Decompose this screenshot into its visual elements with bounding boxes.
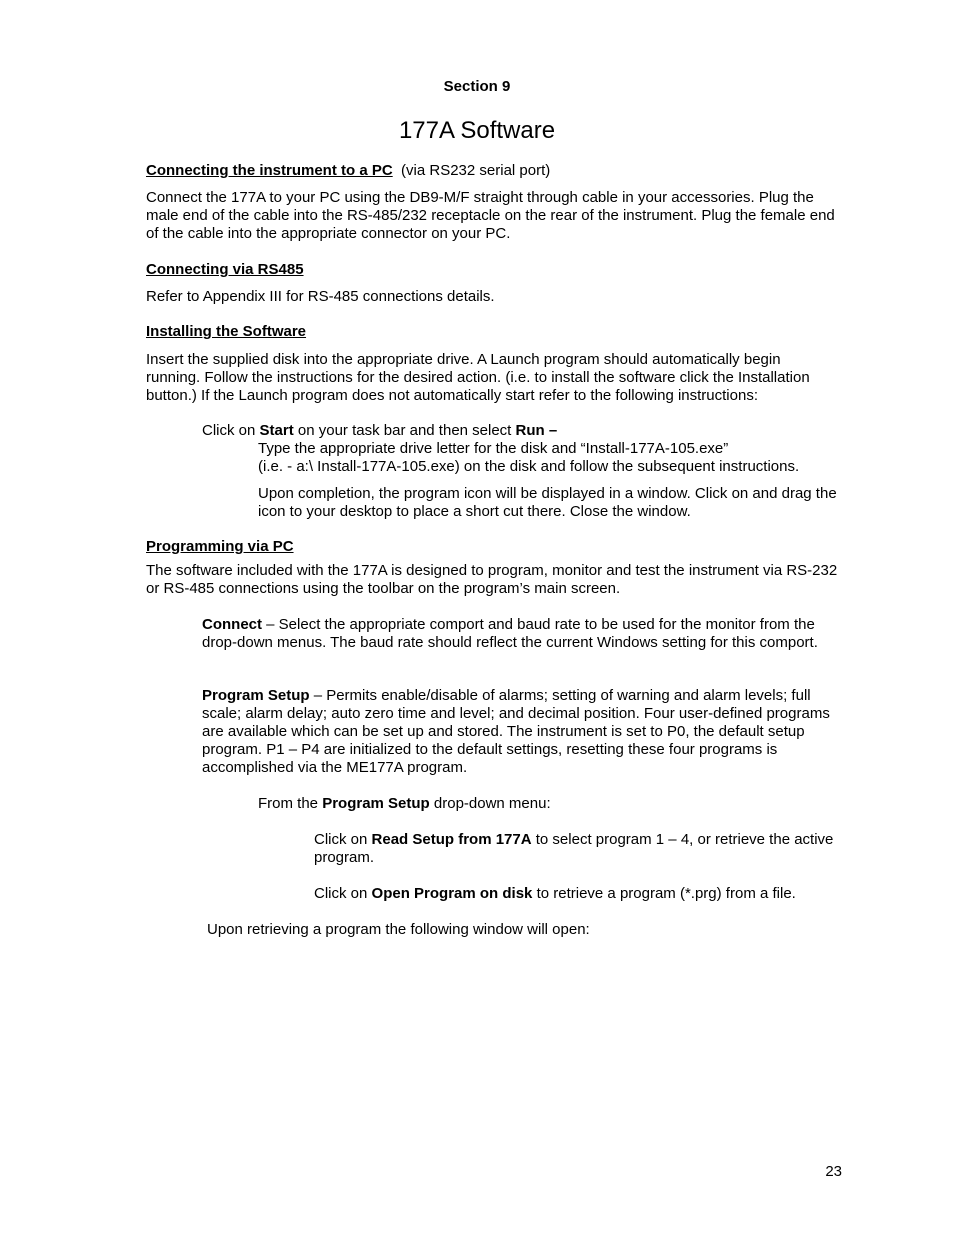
page-number: 23 (825, 1163, 842, 1180)
heading-connecting-rs485: Connecting via RS485 (146, 261, 304, 278)
heading-connecting-pc: Connecting the instrument to a PC (146, 162, 393, 179)
open-program-paragraph (314, 885, 839, 903)
page-title: 177A Software (398, 117, 556, 144)
from-program-setup-line (258, 795, 858, 813)
open-post: to retrieve a program (*.prg) from a file. (532, 885, 796, 902)
heading-installing-software: Installing the Software (146, 323, 307, 340)
read-term: Read Setup from 177A (371, 831, 532, 848)
open-pre: Click on (314, 885, 372, 902)
heading-programming-pc: Programming via PC (146, 538, 294, 555)
connect-paragraph (202, 616, 847, 652)
run-term: Run – (515, 422, 558, 439)
from-term: Program Setup (322, 795, 430, 812)
read-pre: Click on (314, 831, 372, 848)
from-pre: From the (258, 795, 323, 812)
section-label: Section 9 (443, 78, 511, 95)
start-term: Start (259, 422, 294, 439)
read-setup-paragraph (314, 831, 839, 867)
program-setup-text: – Permits enable/disable of alarms; setting of warning and alarm levels; full scale; alarm delay; auto zero time and level; and decimal position. Four user-defined programs are available which can be set up and stored. The instrument is set to P0, the default setup program. P1 – P4 are initialized to the default settings, resetting these four programs is accomplished via the ME177A program. (202, 687, 830, 776)
programming-paragraph: The software included with the 177A is designed to program, monitor and test the instrument via RS-232 or RS-485 connections using the toolbar on the program’s main screen. (146, 562, 838, 597)
heading-connecting-pc-line (146, 162, 836, 180)
type-drive-line-1: Type the appropriate drive letter for the disk and “Install-177A-105.exe” (258, 440, 729, 457)
installing-paragraph: Insert the supplied disk into the appropriate drive. A Launch program should automatically begin running. Follow the instructions for the desired action. (i.e. to install the software click the Installation button.) If the Launch program does not automatically start refer to the following instructions: (146, 351, 810, 404)
connecting-pc-paragraph: Connect the 177A to your PC using the DB9-M/F straight through cable in your accessories. Plug the male end of the cable into the RS-485/232 receptacle on the rear of the instrument. Plug the female end of the cable into the appropriate connector on your PC. (146, 189, 835, 242)
click-start-pre: Click on (202, 422, 260, 439)
click-start-mid: on your task bar and then select (293, 422, 516, 439)
from-post: drop-down menu: (429, 795, 551, 812)
connect-term: Connect (202, 616, 262, 633)
type-drive-line-2: (i.e. - a:\ Install-177A-105.exe) on the disk and follow the subsequent instructions. (258, 458, 800, 475)
read-post: to select program 1 – 4, or retrieve the active program. (314, 831, 834, 866)
completion-paragraph: Upon completion, the program icon will be displayed in a window. Click on and drag the icon to your desktop to place a short cut there. Close the window. (258, 485, 837, 520)
connect-text: – Select the appropriate comport and baud rate to be used for the monitor from the drop-down menus. The baud rate should reflect the current Windows setting for this comport. (202, 616, 818, 651)
program-setup-paragraph (202, 687, 847, 777)
connecting-rs485-paragraph: Refer to Appendix III for RS-485 connections details. (146, 288, 495, 305)
retrieving-paragraph: Upon retrieving a program the following window will open: (207, 921, 590, 938)
program-setup-term: Program Setup (202, 687, 310, 704)
open-term: Open Program on disk (371, 885, 533, 902)
heading-connecting-pc-subtitle: (via RS232 serial port) (401, 162, 551, 179)
click-start-instruction (202, 422, 847, 440)
